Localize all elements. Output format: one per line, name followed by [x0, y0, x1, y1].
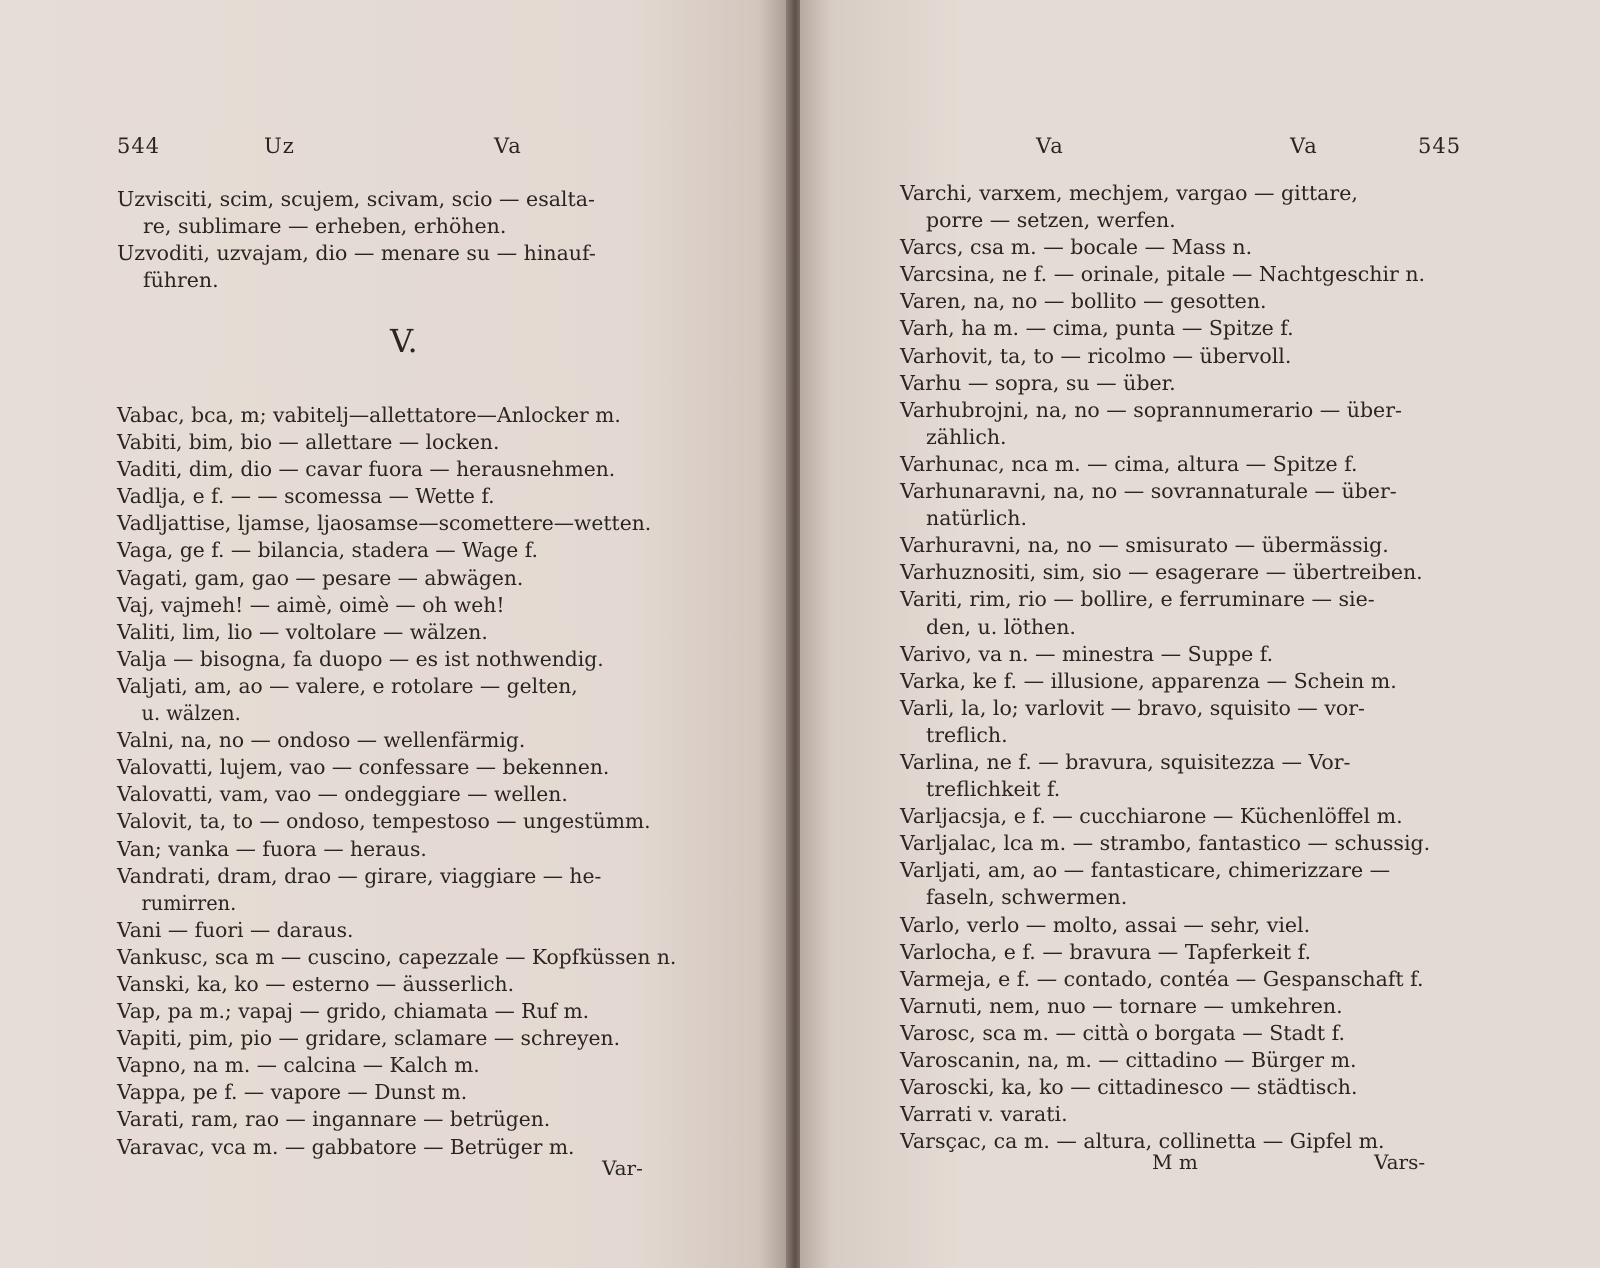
running-head-right: Va: [494, 134, 522, 158]
signature-mark: M m: [1152, 1150, 1198, 1174]
dictionary-entry: Varli, la, lo; varlovit — bravo, squisito — vor-: [900, 695, 1365, 720]
entry-continuation: u. wälzen.: [141, 701, 241, 726]
dictionary-entry: Varlocha, e f. — bravura — Tapferkeit f.: [900, 939, 1312, 964]
dictionary-entry: Van; vanka — fuora — heraus.: [117, 836, 427, 861]
dictionary-entry: Varhuravni, na, no — smisurato — übermässig.: [900, 533, 1389, 558]
dictionary-entry: Varljalac, lca m. — strambo, fantastico — schussig.: [900, 831, 1431, 856]
dictionary-entry: Vapno, na m. — calcina — Kalch m.: [117, 1053, 480, 1078]
dictionary-entry: Varen, na, no — bollito — gesotten.: [900, 289, 1267, 314]
running-head-left: Va: [1036, 134, 1064, 158]
running-head-right: Va: [1290, 134, 1318, 158]
dictionary-entry: Variti, rim, rio — bollire, e ferruminare — sie-: [900, 587, 1375, 612]
entry-continuation: den, u. löthen.: [926, 614, 1076, 639]
dictionary-entry: Varh, ha m. — cima, punta — Spitze f.: [900, 316, 1294, 341]
dictionary-entry: Varcsina, ne f. — orinale, pitale — Nachtgeschir n.: [900, 262, 1426, 287]
dictionary-entry: Vap, pa m.; vapaj — grido, chiamata — Ruf m.: [117, 999, 590, 1024]
entries-top: [117, 186, 596, 294]
dictionary-entry: Valiti, lim, lio — voltolare — wälzen.: [117, 619, 488, 644]
dictionary-entry: Varavac, vca m. — gabbatore — Betrüger m.: [117, 1134, 575, 1159]
dictionary-entry: Valovatti, lujem, vao — confessare — bekennen.: [117, 755, 610, 780]
dictionary-entry: Valni, na, no — ondoso — wellenfärmig.: [117, 728, 526, 753]
dictionary-entry: Varljati, am, ao — fantasticare, chimerizzare —: [900, 858, 1391, 883]
dictionary-entry: Vaj, vajmeh! — aimè, oimè — oh weh!: [117, 592, 505, 617]
page-number-right: 545: [1418, 134, 1462, 158]
section-letter: V.: [390, 322, 418, 360]
entries-main: [900, 180, 1430, 1155]
dictionary-entry: Varka, ke f. — illusione, apparenza — Schein m.: [900, 668, 1397, 693]
dictionary-entry: Varhunac, nca m. — cima, altura — Spitze f.: [900, 451, 1358, 476]
dictionary-entry: Vankusc, sca m — cuscino, capezzale — Kopfküssen n.: [117, 944, 677, 969]
dictionary-entry: Uzvoditi, uzvajam, dio — menare su — hinauf-: [117, 241, 596, 266]
dictionary-entry: Varcs, csa m. — bocale — Mass n.: [900, 235, 1253, 260]
dictionary-entry: Varoscki, ka, ko — cittadinesco — städtisch.: [900, 1075, 1358, 1100]
entry-continuation: faseln, schwermen.: [926, 885, 1128, 910]
dictionary-entry: Varhunaravni, na, no — sovrannaturale — über-: [900, 479, 1397, 504]
catchword-left: Var-: [602, 1156, 643, 1180]
dictionary-entry: Varhubrojni, na, no — soprannumerario — über-: [900, 397, 1402, 422]
dictionary-entry: Vagati, gam, gao — pesare — abwägen.: [117, 565, 524, 590]
entry-continuation: rumirren.: [141, 890, 237, 915]
catchword-right: Vars-: [1374, 1150, 1426, 1174]
dictionary-entry: Valjati, am, ao — valere, e rotolare — gelten,: [117, 673, 578, 698]
dictionary-entry: Varivo, va n. — minestra — Suppe f.: [900, 641, 1274, 666]
dictionary-entry: Vabac, bca, m; vabitelj—allettatore—Anlocker m.: [117, 403, 621, 427]
entry-continuation: porre — setzen, werfen.: [926, 208, 1176, 233]
dictionary-entry: Vappa, pe f. — vapore — Dunst m.: [117, 1080, 468, 1105]
dictionary-entry: Varmeja, e f. — contado, contéa — Gespanschaft f.: [900, 966, 1424, 991]
dictionary-entry: Vadljattise, ljamse, ljaosamse—scomettere—wetten.: [117, 511, 652, 536]
running-head-left: Uz: [264, 134, 295, 158]
entry-continuation: re, sublimare — erheben, erhöhen.: [143, 214, 507, 239]
dictionary-entry: Varchi, varxem, mechjem, vargao — gittare,: [900, 181, 1358, 205]
dictionary-entry: Vandrati, dram, drao — girare, viaggiare — he-: [117, 863, 602, 888]
dictionary-entry: Varosc, sca m. — città o borgata — Stadt f.: [900, 1020, 1346, 1045]
left-page: [0, 0, 790, 1268]
dictionary-entry: Varljacsja, e f. — cucchiarone — Küchenlöffel m.: [900, 804, 1403, 829]
right-page: [800, 0, 1600, 1268]
dictionary-entry: Vabiti, bim, bio — allettare — locken.: [117, 430, 500, 455]
dictionary-entry: Vanski, ka, ko — esterno — äusserlich.: [117, 971, 515, 996]
dictionary-entry: Varlo, verlo — molto, assai — sehr, viel.: [900, 912, 1311, 937]
dictionary-entry: Vaditi, dim, dio — cavar fuora — herausnehmen.: [117, 457, 616, 482]
dictionary-entry: Valovit, ta, to — ondoso, tempestoso — ungestümm.: [117, 809, 651, 834]
dictionary-entry: Varhovit, ta, to — ricolmo — übervoll.: [900, 343, 1292, 368]
dictionary-entry: Varoscanin, na, m. — cittadino — Bürger m.: [900, 1048, 1357, 1072]
entry-continuation: führen.: [143, 268, 219, 293]
dictionary-entry: Varhu — sopra, su — über.: [900, 370, 1176, 395]
entries-main: [117, 402, 683, 1161]
dictionary-entry: Vani — fuori — daraus.: [117, 917, 354, 942]
page-number-left: 544: [117, 134, 161, 158]
dictionary-entry: Valja — bisogna, fa duopo — es ist nothwendig.: [117, 646, 604, 671]
dictionary-entry: Varrati v. varati.: [900, 1102, 1068, 1127]
dictionary-entry: Varlina, ne f. — bravura, squisitezza — Vor-: [900, 749, 1351, 774]
dictionary-entry: Varnuti, nem, nuo — tornare — umkehren.: [900, 993, 1343, 1018]
entry-continuation: natürlich.: [926, 506, 1027, 531]
dictionary-entry: Uzvisciti, scim, scujem, scivam, scio — esalta-: [117, 187, 595, 211]
dictionary-entry: Vapiti, pim, pio — gridare, sclamare — schreyen.: [117, 1026, 621, 1051]
dictionary-entry: Vadlja, e f. — — scomessa — Wette f.: [117, 484, 495, 509]
dictionary-entry: Varsçac, ca m. — altura, collinetta — Gipfel m.: [900, 1129, 1385, 1154]
entry-continuation: treflich.: [926, 722, 1008, 747]
dictionary-entry: Valovatti, vam, vao — ondeggiare — wellen.: [117, 782, 568, 807]
dictionary-entry: Vaga, ge f. — bilancia, stadera — Wage f.: [117, 538, 538, 563]
dictionary-entry: Varati, ram, rao — ingannare — betrügen.: [117, 1107, 551, 1132]
entry-continuation: treflichkeit f.: [926, 777, 1061, 802]
entry-continuation: zählich.: [926, 424, 1007, 449]
dictionary-entry: Varhuznositi, sim, sio — esagerare — übertreiben.: [900, 560, 1423, 585]
